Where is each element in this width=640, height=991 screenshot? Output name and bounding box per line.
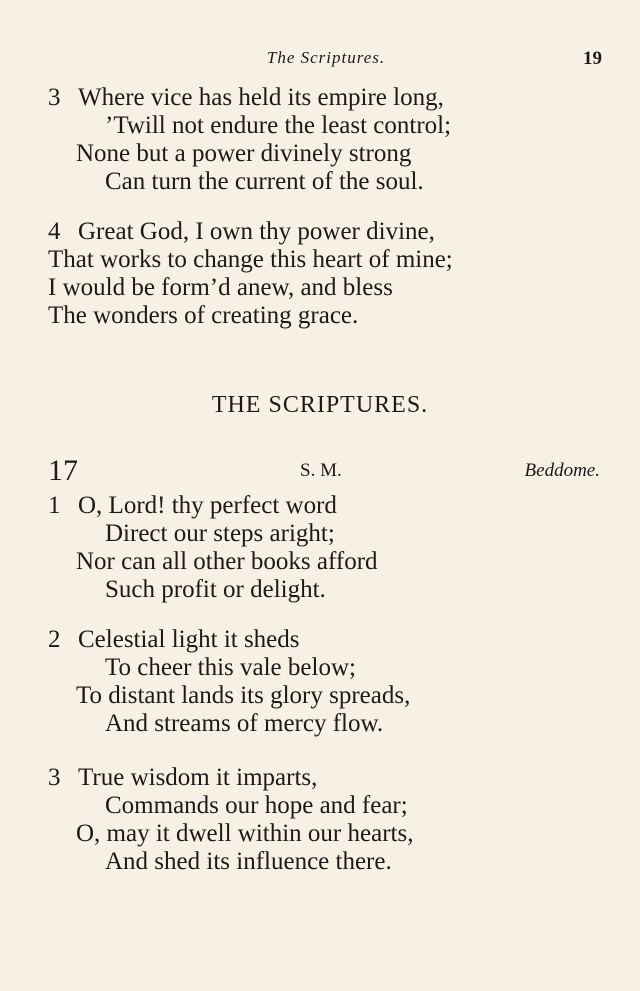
hymn-composer: Beddome. [524,460,600,481]
verse-line: And shed its influence there. [105,848,392,875]
verse-line: None but a power divinely strong [76,140,412,167]
verse-line: Can turn the current of the soul. [105,168,424,195]
stanza-number: 4 [48,218,61,245]
verse-line: O, may it dwell within our hearts, [76,820,414,847]
verse-line: That works to change this heart of mine; [48,246,453,273]
hymn-number: 17 [48,454,78,487]
stanza-number: 3 [48,764,61,791]
verse-line: To distant lands its glory spreads, [76,682,411,709]
verse-line: Commands our hope and fear; [105,792,408,819]
verse-line: Great God, I own thy power divine, [78,218,435,245]
verse-line: ’Twill not endure the least control; [105,112,452,139]
running-head [0,48,640,72]
verse-line: True wisdom it imparts, [78,764,318,791]
verse-line: Such profit or delight. [105,576,326,603]
page-number: 19 [583,48,602,69]
verse-line: I would be form’d anew, and bless [48,274,393,301]
verse-line: Where vice has held its empire long, [78,84,444,111]
section-title: THE SCRIPTURES. [211,392,429,418]
hymn-meter: S. M. [300,460,342,481]
hymn-header [0,454,640,488]
verse-line: O, Lord! thy perfect word [78,492,337,519]
verse-line: Nor can all other books afford [76,548,378,575]
running-title: The Scriptures. [266,48,386,67]
verse-line: To cheer this vale below; [105,654,356,681]
verse-line: Celestial light it sheds [78,626,300,653]
verse-line: And streams of mercy flow. [105,710,384,737]
stanza-number: 1 [48,492,61,519]
stanza-number: 2 [48,626,61,653]
stanza-number: 3 [48,84,61,111]
verse-line: The wonders of creating grace. [48,302,359,329]
verse-line: Direct our steps aright; [105,520,335,547]
